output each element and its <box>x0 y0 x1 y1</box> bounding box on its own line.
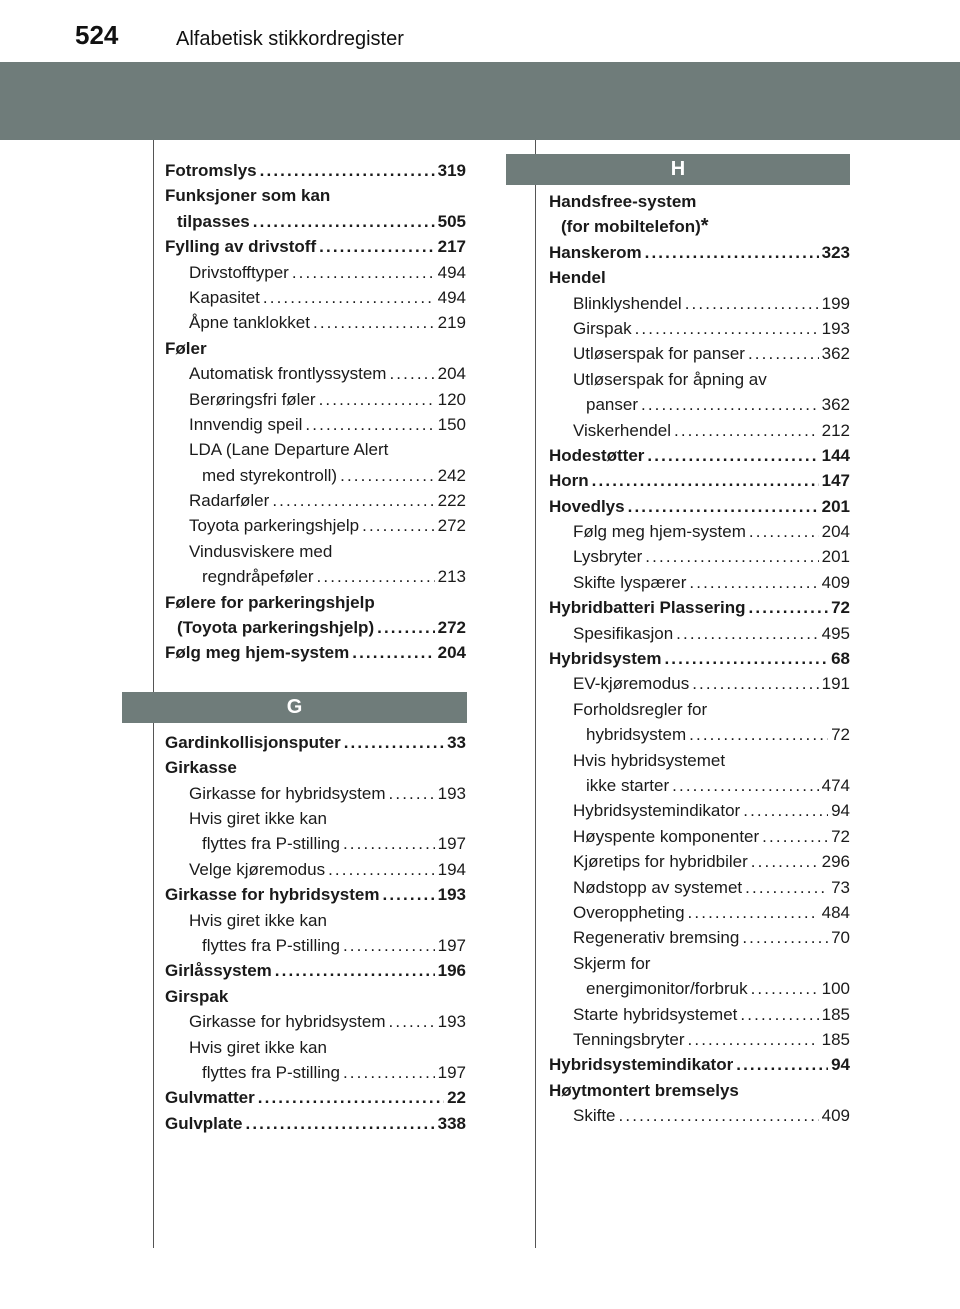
index-entry <box>165 234 466 259</box>
entry-page-number: 494 <box>437 262 466 282</box>
leader-dots <box>641 392 819 417</box>
entry-text: Hanskerom <box>549 242 642 262</box>
entry-page-number: 33 <box>447 732 466 752</box>
entry-page-number: 144 <box>821 445 850 465</box>
entry-page-number: 494 <box>437 287 466 307</box>
entry-page-number: 362 <box>821 344 850 364</box>
leader-dots <box>352 640 434 665</box>
entry-text: Girspak <box>573 318 632 338</box>
entry-text: med styrekontroll) <box>202 465 338 485</box>
index-entry <box>165 387 466 412</box>
entry-page-number: 197 <box>437 935 466 955</box>
entry-page-number: 201 <box>821 547 850 567</box>
entry-page-number: 197 <box>437 1062 466 1082</box>
index-entry <box>165 615 466 640</box>
entry-text: Innvendig speil <box>189 414 303 434</box>
index-list-h <box>549 240 850 1129</box>
index-entry <box>549 519 850 544</box>
entry-page-number: 150 <box>437 414 466 434</box>
entry-text: ikke starter <box>586 775 670 795</box>
entry-page-number: 94 <box>831 801 850 821</box>
entry-page-number: 70 <box>831 928 850 948</box>
leader-dots <box>676 621 818 646</box>
index-entry <box>165 806 466 831</box>
leader-dots <box>689 570 818 595</box>
index-entry <box>549 443 850 468</box>
entry-text: hybridsystem <box>586 725 687 745</box>
entry-page-number: 222 <box>437 491 466 511</box>
index-entry <box>549 748 850 773</box>
index-entry <box>549 621 850 646</box>
entry-text: Hybridbatteri Plassering <box>549 598 746 618</box>
entry-text: Gulvplate <box>165 1113 243 1133</box>
entry-text: Spesifikasjon <box>573 623 674 643</box>
entry-text: Girkasse for hybridsystem <box>165 885 380 905</box>
index-entry <box>549 646 850 671</box>
entry-text: Hybridsystemindikator <box>549 1055 734 1075</box>
index-entry <box>165 488 466 513</box>
entry-page-number: 68 <box>831 649 850 669</box>
entry-text: Girkasse for hybridsystem <box>189 783 386 803</box>
index-entry <box>549 1027 850 1052</box>
leader-dots <box>245 1111 434 1136</box>
leader-dots <box>275 958 435 983</box>
entry-text: Automatisk frontlyssystem <box>189 364 387 384</box>
leader-dots <box>689 722 828 747</box>
index-entry <box>549 214 850 239</box>
entry-page-number: 72 <box>831 826 850 846</box>
index-entry <box>165 857 466 882</box>
leader-dots <box>343 933 435 958</box>
index-entry <box>165 209 466 234</box>
index-entry <box>165 183 466 208</box>
index-entry <box>165 285 466 310</box>
leader-dots <box>743 798 828 823</box>
entry-page-number: 197 <box>437 834 466 854</box>
entry-text: Åpne tanklokket <box>189 313 310 333</box>
entry-text: Vindusviskere med <box>189 541 333 561</box>
entry-text: energimonitor/forbruk <box>586 979 748 999</box>
entry-text: Viskerhendel <box>573 420 671 440</box>
index-entry <box>549 900 850 925</box>
entry-page-number: 194 <box>437 859 466 879</box>
entry-text: Velge kjøremodus <box>189 859 326 879</box>
leader-dots <box>263 285 435 310</box>
entry-text: Kapasitet <box>189 287 260 307</box>
index-entry <box>549 875 850 900</box>
index-entry <box>549 697 850 722</box>
entry-text: panser <box>586 395 638 415</box>
index-entry <box>165 513 466 538</box>
entry-text: Regenerativ bremsing <box>573 928 740 948</box>
entry-page-number: 199 <box>821 293 850 313</box>
entry-text: (Toyota parkeringshjelp) <box>177 618 375 638</box>
entry-page-number: 362 <box>821 395 850 415</box>
leader-dots <box>272 488 434 513</box>
leader-dots <box>389 1009 435 1034</box>
index-entry <box>165 463 466 488</box>
index-entry <box>165 958 466 983</box>
entry-page-number: 196 <box>437 961 466 981</box>
leader-dots <box>736 1052 828 1077</box>
index-entry <box>549 544 850 569</box>
index-entry <box>549 265 850 290</box>
leader-dots <box>748 341 819 366</box>
leader-dots <box>319 387 435 412</box>
entry-text: Tenningsbryter <box>573 1029 685 1049</box>
index-entry <box>165 437 466 462</box>
leader-dots <box>382 882 434 907</box>
index-entry <box>165 336 466 361</box>
leader-dots <box>745 875 828 900</box>
leader-dots <box>619 1103 819 1128</box>
leader-dots <box>258 1085 444 1110</box>
leader-dots <box>377 615 435 640</box>
entry-text: Lysbryter <box>573 547 643 567</box>
entry-text: LDA (Lane Departure Alert <box>189 440 389 460</box>
index-entry <box>165 730 466 755</box>
entry-text: Girlåssystem <box>165 961 272 981</box>
index-entry <box>165 1009 466 1034</box>
index-entry <box>549 722 850 747</box>
entry-page-number: 409 <box>821 1106 850 1126</box>
index-entry <box>165 882 466 907</box>
leader-dots <box>749 595 829 620</box>
entry-page-number: 193 <box>821 318 850 338</box>
entry-page-number: 72 <box>831 725 850 745</box>
index-entry <box>165 908 466 933</box>
leader-dots <box>305 412 434 437</box>
section-header-g: G <box>122 692 467 723</box>
leader-dots <box>688 1027 819 1052</box>
index-entry <box>549 494 850 519</box>
entry-text: Høyspente komponenter <box>573 826 760 846</box>
leader-dots <box>751 849 819 874</box>
entry-text: (for mobiltelefon) <box>561 217 701 237</box>
right-column <box>549 154 850 1128</box>
index-entry <box>549 671 850 696</box>
entry-text: Fylling av drivstoff <box>165 237 317 257</box>
entry-page-number: 484 <box>821 902 850 922</box>
entry-text: flyttes fra P-stilling <box>202 834 340 854</box>
leader-dots <box>313 310 435 335</box>
entry-text: Overoppheting <box>573 902 685 922</box>
header-band <box>0 62 960 140</box>
footnote-mark: * <box>700 215 709 238</box>
index-entry <box>549 595 850 620</box>
entry-text: Hybridsystemindikator <box>573 801 741 821</box>
index-entry <box>165 1035 466 1060</box>
entry-text: Drivstofftyper <box>189 262 289 282</box>
entry-text: Girspak <box>165 986 229 1006</box>
entry-page-number: 495 <box>821 623 850 643</box>
leader-dots <box>740 1002 818 1027</box>
entry-text: Berøringsfri føler <box>189 389 316 409</box>
index-entry <box>549 367 850 392</box>
entry-page-number: 193 <box>437 783 466 803</box>
index-entry <box>549 1078 850 1103</box>
entry-text: flyttes fra P-stilling <box>202 1062 340 1082</box>
leader-dots <box>664 646 828 671</box>
entry-text: Kjøretips for hybridbiler <box>573 852 748 872</box>
index-entry <box>165 1111 466 1136</box>
leader-dots <box>672 773 818 798</box>
entry-text: Skifte lyspærer <box>573 572 687 592</box>
entry-page-number: 72 <box>831 598 850 618</box>
entry-text: Skifte <box>573 1106 616 1126</box>
leader-dots <box>647 443 818 468</box>
index-entry <box>165 1085 466 1110</box>
leader-dots <box>343 1060 435 1085</box>
index-entry <box>549 824 850 849</box>
leader-dots <box>389 781 435 806</box>
entry-page-number: 204 <box>437 643 466 663</box>
page-title: Alfabetisk stikkordregister <box>176 28 404 50</box>
index-entry <box>549 925 850 950</box>
index-entry <box>549 468 850 493</box>
index-entry <box>165 781 466 806</box>
leader-dots <box>762 824 828 849</box>
entry-page-number: 242 <box>437 465 466 485</box>
entry-text: Funksjoner som kan <box>165 186 331 206</box>
entry-text: Utløserspak for åpning av <box>573 369 767 389</box>
entry-page-number: 319 <box>437 161 466 180</box>
index-entry <box>165 590 466 615</box>
entry-page-number: 73 <box>831 877 850 897</box>
index-entry <box>549 392 850 417</box>
leader-dots <box>692 671 818 696</box>
leader-dots <box>319 234 434 259</box>
leader-dots <box>328 857 435 882</box>
leader-dots <box>317 564 435 589</box>
index-entry <box>165 640 466 665</box>
entry-text: Toyota parkeringshjelp <box>189 516 360 536</box>
entry-text: Forholdsregler for <box>573 699 708 719</box>
entry-page-number: 201 <box>821 496 850 516</box>
index-entry <box>165 361 466 386</box>
entry-text: Skjerm for <box>573 953 651 973</box>
entry-page-number: 120 <box>437 389 466 409</box>
index-entry <box>165 984 466 1009</box>
entry-text: Fotromslys <box>165 161 257 180</box>
entry-text: Hvis giret ikke kan <box>189 1037 327 1057</box>
entry-text: Hvis giret ikke kan <box>189 808 327 828</box>
entry-page-number: 217 <box>437 237 466 257</box>
entry-text: Horn <box>549 471 589 491</box>
index-entry <box>165 933 466 958</box>
index-entry <box>549 976 850 1001</box>
index-entry <box>165 564 466 589</box>
index-entry <box>549 316 850 341</box>
entry-text: Hvis giret ikke kan <box>189 910 327 930</box>
entry-page-number: 191 <box>821 674 850 694</box>
entry-text: Hendel <box>549 268 606 288</box>
entry-page-number: 505 <box>437 211 466 231</box>
leader-dots <box>292 260 435 285</box>
entry-page-number: 193 <box>437 885 466 905</box>
index-entry <box>165 831 466 856</box>
leader-dots <box>645 240 819 265</box>
index-entry <box>165 539 466 564</box>
leader-dots <box>362 513 435 538</box>
leader-dots <box>628 494 819 519</box>
entry-text: Gardinkollisjonsputer <box>165 732 341 752</box>
entry-text: Følg meg hjem-system <box>573 522 746 542</box>
index-entry <box>549 341 850 366</box>
index-entry <box>549 570 850 595</box>
entry-page-number: 212 <box>821 420 850 440</box>
index-entry <box>549 1103 850 1128</box>
index-entry <box>549 773 850 798</box>
entry-text: regndråpeføler <box>202 567 314 587</box>
index-list-f <box>165 158 466 666</box>
right-column-rule <box>535 140 536 1248</box>
entry-text: Starte hybridsystemet <box>573 1004 738 1024</box>
entry-text: Hodestøtter <box>549 445 645 465</box>
leader-dots <box>635 316 819 341</box>
index-entry <box>549 240 850 265</box>
entry-page-number: 219 <box>437 313 466 333</box>
entry-page-number: 204 <box>437 364 466 384</box>
leader-dots <box>674 418 819 443</box>
leader-dots <box>751 976 819 1001</box>
entry-page-number: 272 <box>437 618 466 638</box>
index-entry <box>165 755 466 780</box>
entry-page-number: 22 <box>447 1088 466 1108</box>
leader-dots <box>685 291 819 316</box>
left-column <box>165 158 466 1136</box>
entry-page-number: 272 <box>437 516 466 536</box>
entry-text: Handsfree-system <box>549 192 697 211</box>
entry-page-number: 94 <box>831 1055 850 1075</box>
index-entry <box>549 418 850 443</box>
index-entry <box>549 1052 850 1077</box>
entry-text: Radarføler <box>189 491 270 511</box>
index-entry <box>549 189 850 214</box>
leader-dots <box>389 361 434 386</box>
section-header-h: H <box>506 154 850 185</box>
entry-page-number: 409 <box>821 572 850 592</box>
entry-page-number: 474 <box>821 775 850 795</box>
leader-dots <box>688 900 819 925</box>
entry-text: Føler <box>165 338 207 358</box>
leader-dots <box>645 544 818 569</box>
entry-text: Følg meg hjem-system <box>165 643 350 663</box>
entry-text: Høytmontert bremselys <box>549 1080 739 1100</box>
entry-page-number: 193 <box>437 1012 466 1032</box>
entry-text: Utløserspak for panser <box>573 344 745 364</box>
leader-dots <box>260 158 435 183</box>
leader-dots <box>253 209 435 234</box>
index-entry <box>549 798 850 823</box>
entry-text: flyttes fra P-stilling <box>202 935 340 955</box>
entry-page-number: 338 <box>437 1113 466 1133</box>
index-entry <box>549 1002 850 1027</box>
entry-text: tilpasses <box>177 211 250 231</box>
leader-dots <box>344 730 444 755</box>
leader-dots <box>749 519 819 544</box>
entry-page-number: 147 <box>821 471 850 491</box>
entry-page-number: 213 <box>437 567 466 587</box>
entry-text: EV-kjøremodus <box>573 674 690 694</box>
index-entry <box>165 1060 466 1085</box>
entry-page-number: 185 <box>821 1004 850 1024</box>
entry-text: Blinklyshendel <box>573 293 682 313</box>
index-list-g <box>165 730 466 1136</box>
leader-dots <box>340 463 435 488</box>
index-entry <box>549 951 850 976</box>
entry-page-number: 100 <box>821 979 850 999</box>
entry-text: Hvis hybridsystemet <box>573 750 726 770</box>
entry-text: Girkasse <box>165 758 237 778</box>
index-entry <box>165 310 466 335</box>
entry-text: Girkasse for hybridsystem <box>189 1012 386 1032</box>
leader-dots <box>592 468 819 493</box>
entry-page-number: 323 <box>821 242 850 262</box>
entry-text: Hovedlys <box>549 496 625 516</box>
entry-text: Gulvmatter <box>165 1088 255 1108</box>
index-entry <box>549 849 850 874</box>
index-entry <box>165 260 466 285</box>
leader-dots <box>742 925 828 950</box>
leader-dots <box>343 831 435 856</box>
entry-text: Følere for parkeringshjelp <box>165 592 375 612</box>
index-entry <box>165 158 466 183</box>
entry-page-number: 204 <box>821 522 850 542</box>
entry-text: Hybridsystem <box>549 649 662 669</box>
index-entry <box>165 412 466 437</box>
index-entry <box>549 291 850 316</box>
entry-text: Nødstopp av systemet <box>573 877 743 897</box>
entry-page-number: 185 <box>821 1029 850 1049</box>
entry-page-number: 296 <box>821 852 850 872</box>
page-number: 524 <box>75 20 119 50</box>
